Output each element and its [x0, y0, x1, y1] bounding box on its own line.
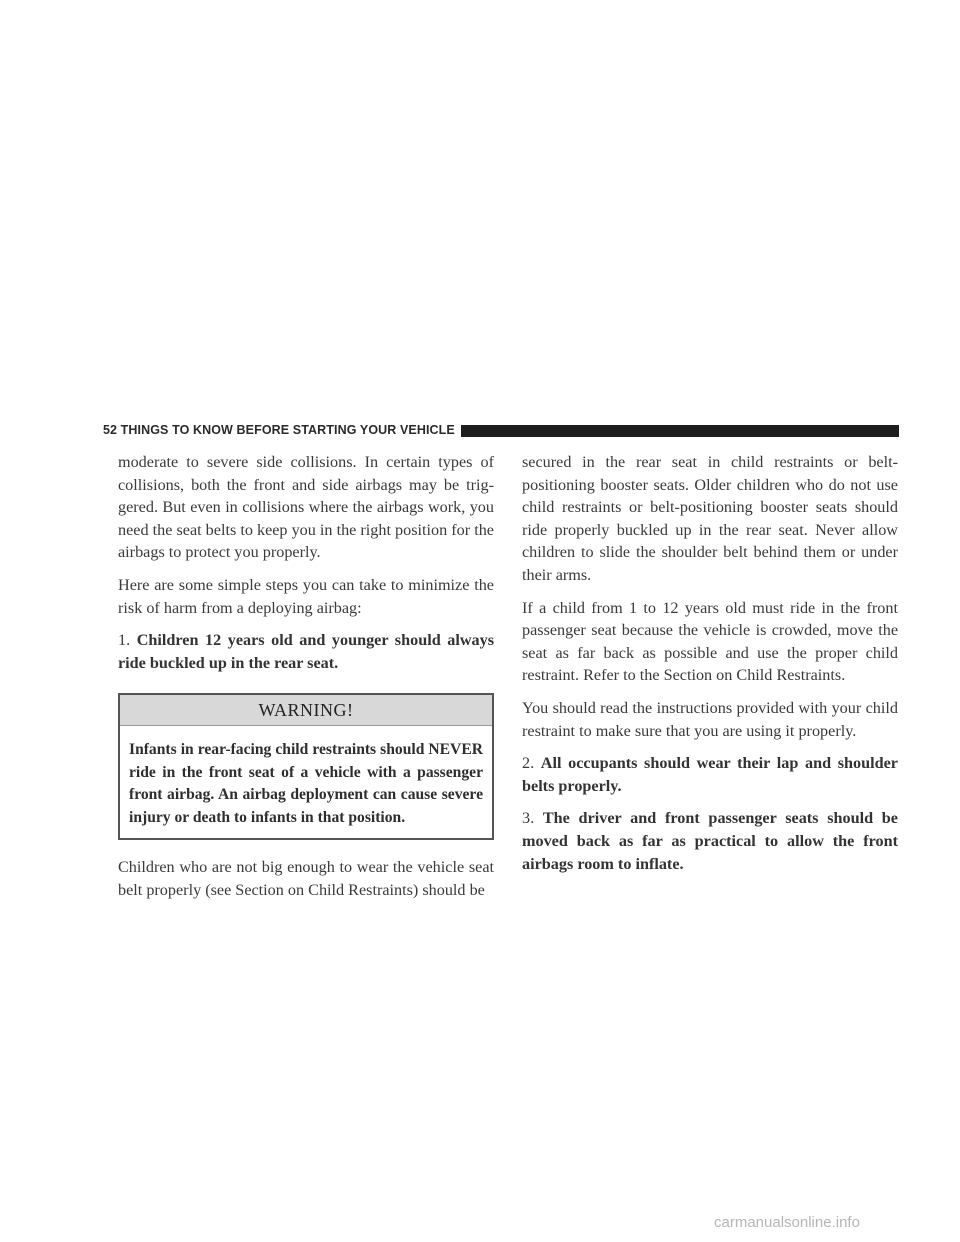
warning-box: [118, 693, 494, 840]
step-2-number: 2.: [522, 754, 535, 773]
step-1: [118, 629, 494, 674]
left-column: [118, 451, 494, 912]
step-3-number: 3.: [522, 809, 535, 828]
page-header-text: 52 THINGS TO KNOW BEFORE STARTING YOUR VEHICLE: [103, 423, 455, 437]
page-header: [103, 419, 899, 441]
left-paragraph-1: moderate to severe side collisions. In certain types of collisions, both the front and side airbags may be trig- gered. But even in collisions where the airbags work, you need the seat belts to keep you in the right position for the airbags to protect you properly.: [118, 453, 494, 562]
step-1-number: 1.: [118, 631, 131, 650]
right-paragraph-2: If a child from 1 to 12 years old must ride in the front passenger seat because the vehicle is crowded, move the seat as far back as possible and use the proper child restraint. Refer to the Section on Child Restraints.: [522, 598, 898, 685]
right-paragraph-1: secured in the rear seat in child restraints or belt- positioning booster seats. Older children who do not use child restraints or belt-positioning booster seats should ride properly buckled up in the rear seat. Never allow children to slide the shoulder belt behind them or under their arms.: [522, 453, 898, 584]
right-column: [522, 451, 898, 885]
header-bar: [461, 425, 899, 437]
warning-title: WARNING!: [120, 695, 492, 726]
step-3: [522, 807, 898, 875]
step-3-text: The driver and front passenger seats should be moved back as far as practical to allow the front airbags room to inflate.: [522, 809, 898, 873]
left-paragraph-3: Children who are not big enough to wear the vehicle seat belt properly (see Section on Child Restraints) should be: [118, 858, 494, 899]
warning-body: Infants in rear-facing child restraints should NEVER ride in the front seat of a vehicle with a passenger front airbag. An airbag deployment can cause severe injury or death to infants in that position.: [129, 740, 483, 826]
step-1-text: Children 12 years old and younger should always ride buckled up in the rear seat.: [118, 631, 494, 672]
right-paragraph-3: You should read the instructions provided with your child restraint to make sure that you are using it properly.: [522, 698, 898, 740]
step-2-text: All occupants should wear their lap and shoulder belts properly.: [522, 754, 898, 795]
step-2: [522, 752, 898, 797]
watermark-footer: carmanualsonline.info: [714, 1214, 860, 1231]
left-paragraph-2: Here are some simple steps you can take to minimize the risk of harm from a deploying airbag:: [118, 575, 494, 617]
